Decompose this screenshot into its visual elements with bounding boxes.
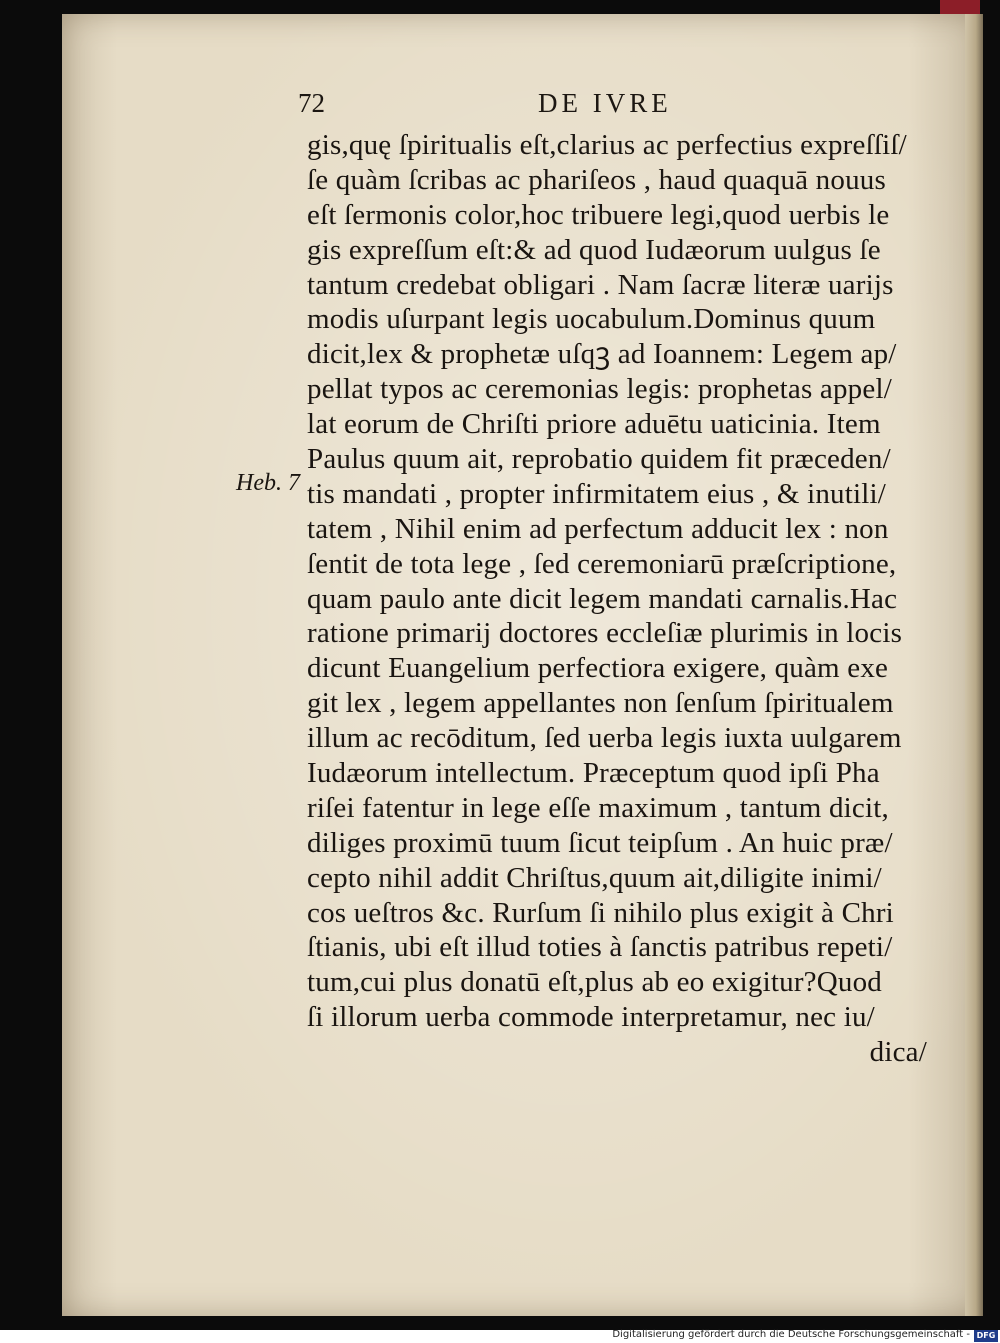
text-line: riſei fatentur in lege eſſe maximum , tantum dicit, [307, 791, 889, 824]
text-line: eſt ſermonis color,hoc tribuere legi,quod uerbis le [307, 198, 890, 231]
running-title: DE IVRE [538, 88, 672, 118]
text-line: cepto nihil addit Chriſtus,quum ait,diligite inimi/ [307, 861, 882, 894]
catchword: dica/ [869, 1036, 927, 1069]
text-line: gis,quę ſpiritualis eſt,clarius ac perfectius expreſſiſ/ [307, 129, 907, 161]
text-line: dicit,lex & prophetæ uſqꝫ ad Ioannem: Legem ap/ [307, 338, 897, 371]
text-line: git lex , legem appellantes non ſenſum ſpiritualem [307, 687, 894, 720]
page-edge [965, 14, 983, 1316]
marginal-note: Heb. 7 [236, 470, 300, 496]
text-line: dicunt Euangelium perfectiora exigere, quàm exe [307, 652, 889, 685]
text-line: diliges proximū tuum ſicut teipſum . An huic præ/ [307, 826, 893, 859]
running-head [298, 88, 938, 128]
text-line: ſentit de tota lege , ſed ceremoniarū præſcriptione, [307, 547, 897, 580]
text-line: modis uſurpant legis uocabulum.Dominus quum [307, 303, 876, 336]
text-line: ſtianis, ubi eſt illud toties à ſanctis patribus repeti/ [307, 931, 893, 964]
text-line: tatem , Nihil enim ad perfectum adducit lex : non [307, 512, 889, 545]
text-line: Paulus quum ait, reprobatio quidem fit præceden/ [307, 443, 891, 476]
text-line: tantum credebat obligari . Nam ſacræ literæ uarijs [307, 268, 894, 301]
funding-credit: Digitalisierung gefördert durch die Deutsche Forschungsgemeinschaft - [612, 1329, 970, 1340]
body-text [307, 128, 927, 1070]
text-line: cos ueſtros &c. Rurſum ſi nihilo plus exigit à Chri [307, 896, 894, 929]
footer-bar [0, 1330, 1000, 1343]
text-line: lat eorum de Chriſti priore aduētu uaticinia. Item [307, 408, 881, 441]
text-line: ratione primarij doctores eccleſiæ plurimis in locis [307, 617, 903, 650]
text-line: ſi illorum uerba commode interpretamur, nec iu/ [307, 1001, 875, 1034]
text-line: gis expreſſum eſt:& ad quod Iudæorum uulgus ſe [307, 233, 881, 266]
text-line: pellat typos ac ceremonias legis: prophetas appel/ [307, 373, 892, 406]
page-number: 72 [298, 88, 325, 118]
text-line: tis mandati , propter infirmitatem eius , & inutili/ [307, 477, 887, 510]
text-line: ſe quàm ſcribas ac phariſeos , haud quaquā nouus [307, 163, 886, 196]
text-line: quam paulo ante dicit legem mandati carnalis.Hac [307, 582, 898, 615]
text-line: Iudæorum intellectum. Præceptum quod ipſi Pha [307, 757, 880, 790]
text-line: tum,cui plus donatū eſt,plus ab eo exigitur?Quod [307, 966, 883, 999]
dfg-logo-icon: DFG [974, 1330, 998, 1342]
text-line: illum ac recōditum, ſed uerba legis iuxta uulgarem [307, 722, 902, 755]
